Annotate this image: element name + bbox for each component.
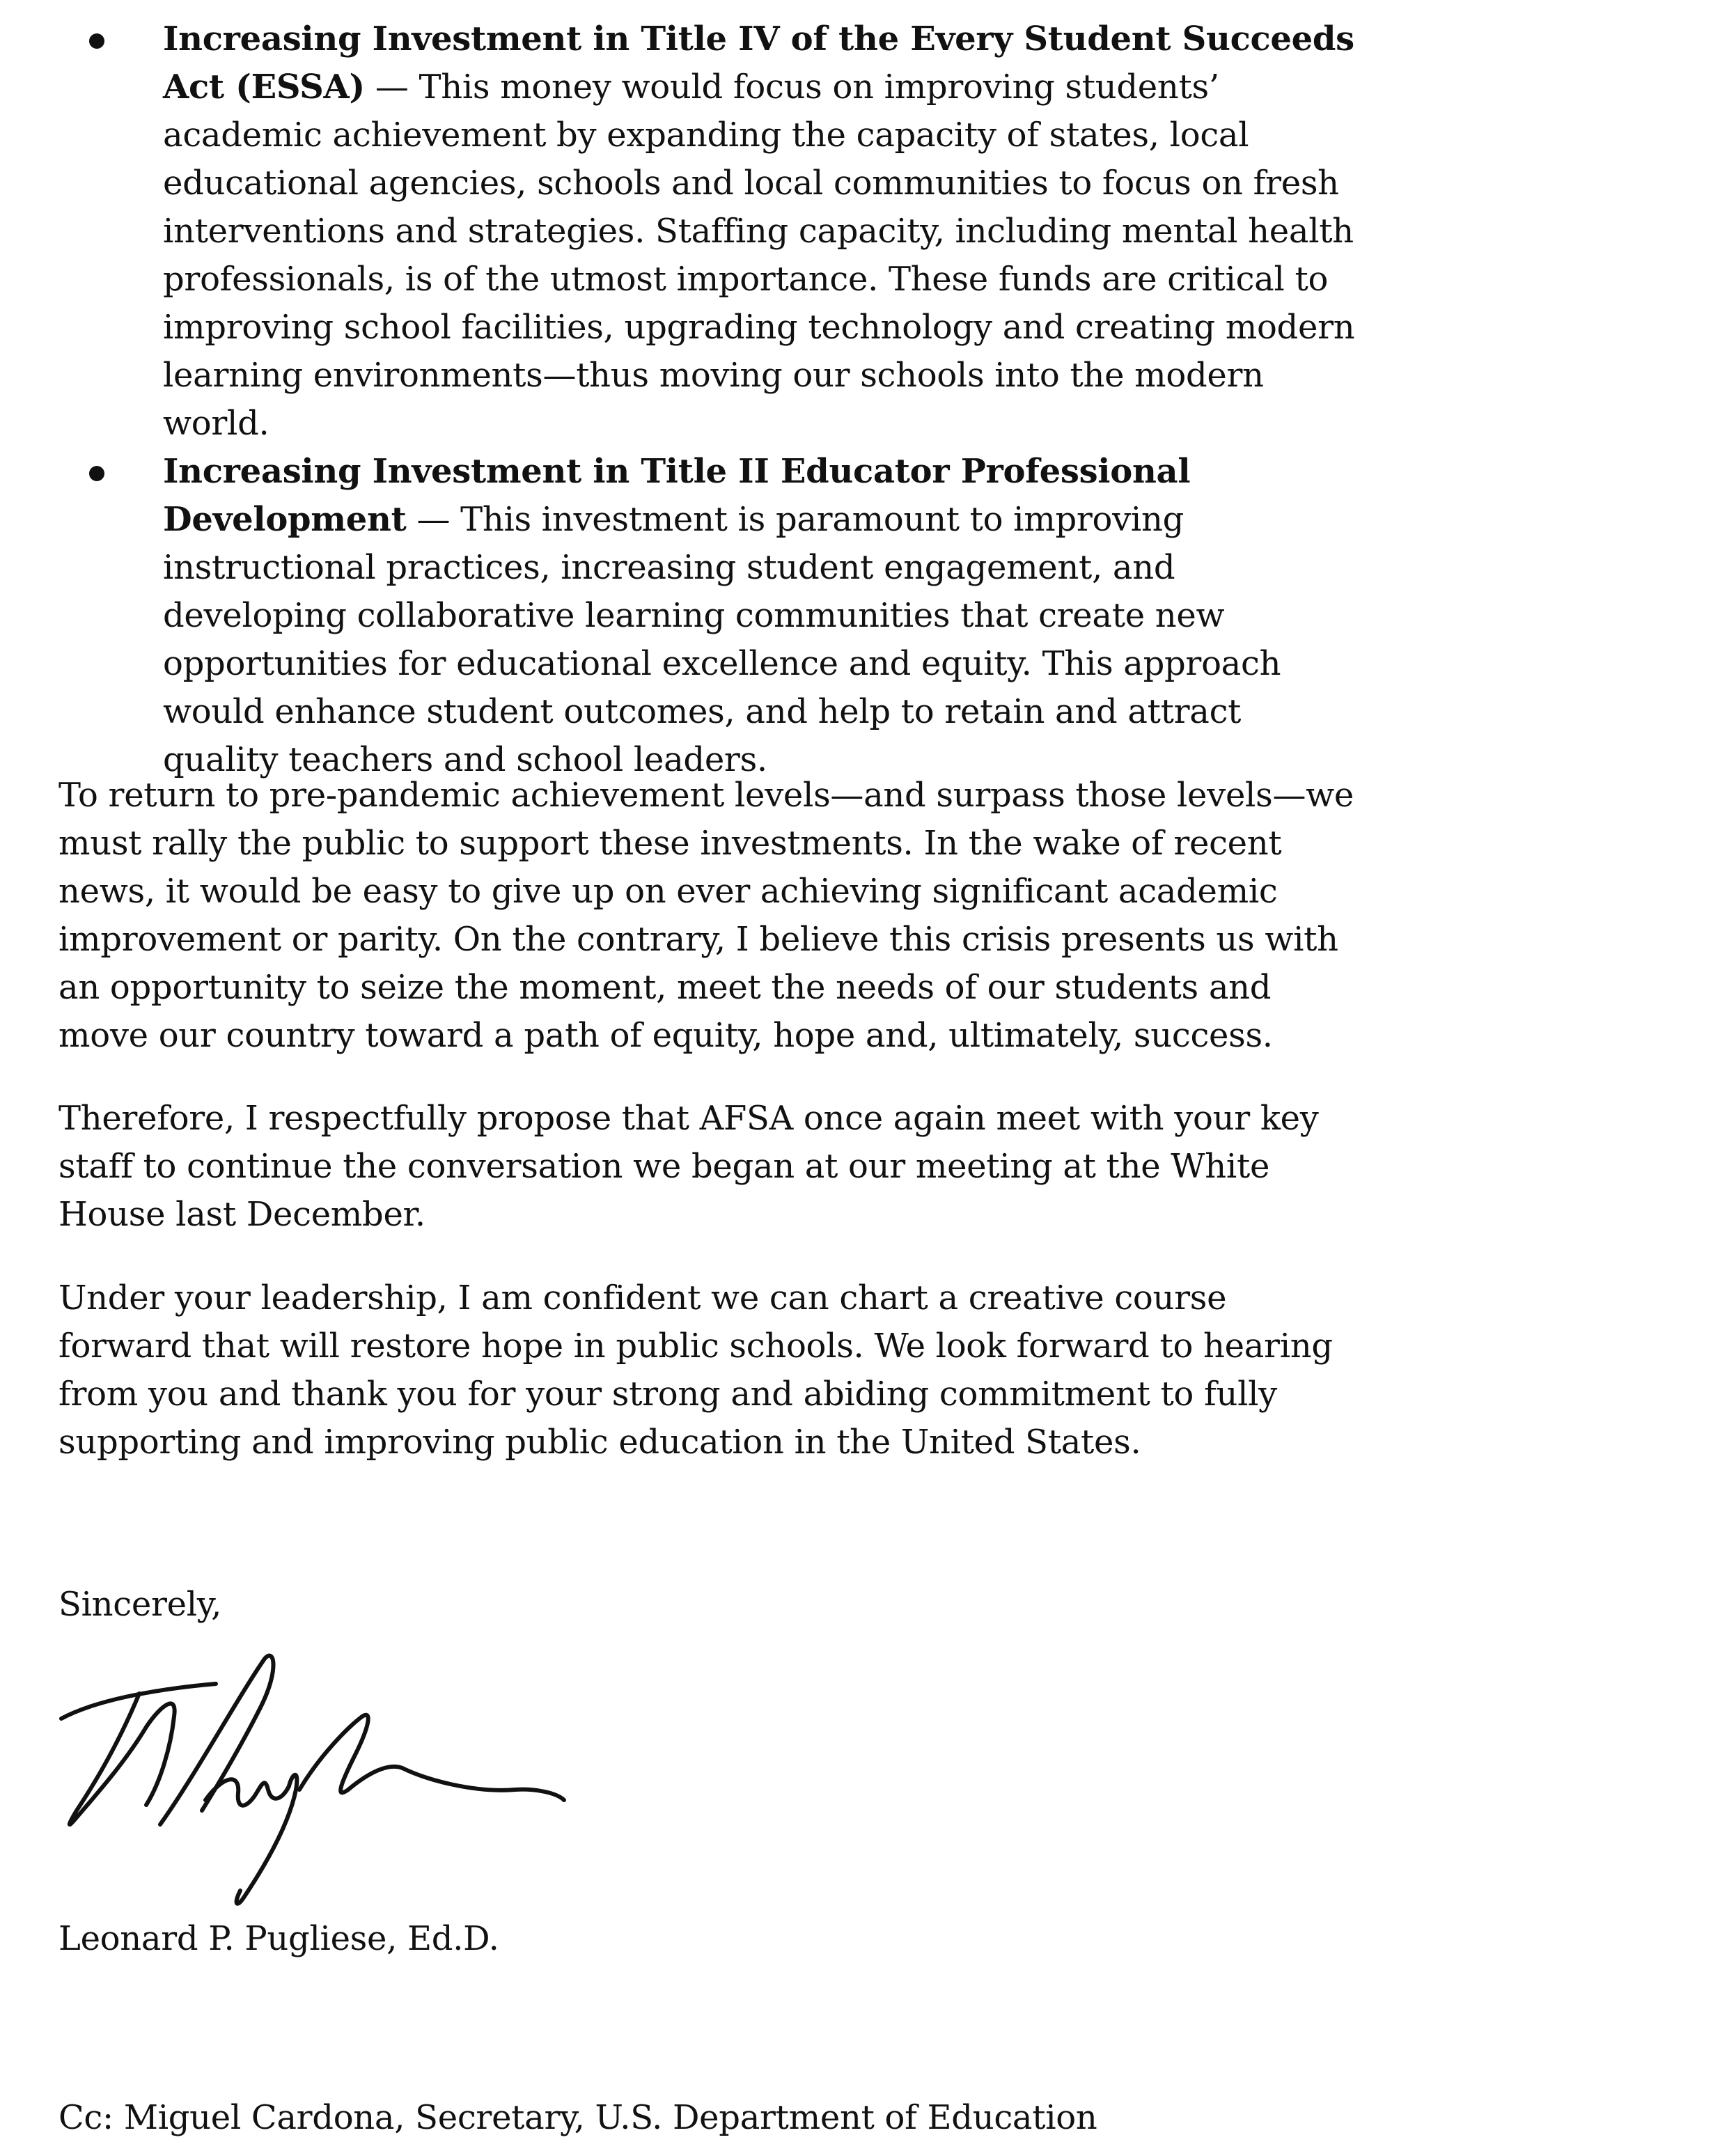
bullet-item-title-ii [0, 448, 1365, 784]
closing-salutation: Sincerely, [58, 1585, 222, 1624]
investment-bullet-list [0, 15, 1365, 784]
signer-name: Leonard P. Pugliese, Ed.D. [58, 1919, 499, 1958]
bullet-heading: Increasing Investment in Title IV of the Every Student Succeeds Act (ESSA) [163, 19, 1354, 107]
carbon-copy-line: Cc: Miguel Cardona, Secretary, U.S. Department of Education [58, 2098, 1097, 2137]
bullet-dot [89, 466, 104, 481]
bullet-dot [89, 33, 104, 49]
paragraph-return-levels: To return to pre-pandemic achievement levels—and surpass those levels—we must rally the public to support these investments. In the wake of recent news, it would be easy to give up on ever achieving significant academic improvement or parity. On the contrary, I believe this crisis presents us with an opportunity to seize the moment, meet the needs of our students and move our country toward a path of equity, hope and, ultimately, success. [58, 776, 1354, 1055]
handwritten-signature [56, 1650, 585, 1908]
bullet-body: — This investment is paramount to improving instructional practices, increasing student engagement, and developing collaborative learning communities that create new opportunities for educational excellence and equity. This approach would enhance student outcomes, and help to retain and attract quality teachers and school leaders. [163, 500, 1281, 779]
paragraph-leadership: Under your leadership, I am confident we can chart a creative course forward that will restore hope in public schools. We look forward to hearing from you and thank you for your strong and abiding commitment to fully supporting and improving public education in the United States. [58, 1279, 1333, 1462]
bullet-item-title-iv [0, 15, 1365, 448]
bullet-heading: Increasing Investment in Title II Educator Professional Development [163, 452, 1191, 539]
bullet-body: — This money would focus on improving students’ academic achievement by expanding the capacity of states, local educational agencies, schools and local communities to focus on fresh interventions and strategies. Staffing capacity, including mental health professionals, is of the utmost importance. These funds are critical to improving school facilities, upgrading technology and creating modern learning environments—thus moving our schools into the modern world. [163, 68, 1355, 443]
paragraph-proposal: Therefore, I respectfully propose that AFSA once again meet with your key staff to continue the conversation we began at our meeting at the White House last December. [58, 1099, 1319, 1234]
